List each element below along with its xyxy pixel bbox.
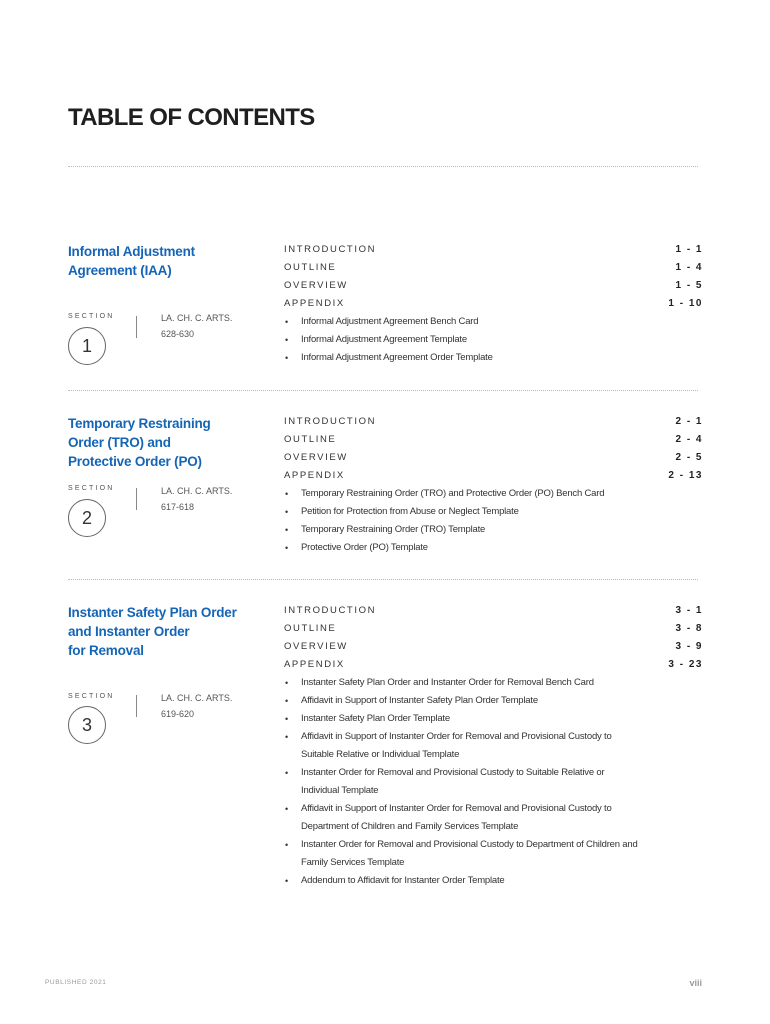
appendix-item[interactable]: • Instanter Safety Plan Order Template (284, 710, 644, 728)
section-number-circle: 3 (68, 706, 106, 744)
toc-entry-outline[interactable] (284, 619, 703, 637)
appendix-item[interactable]: • Affidavit in Support of Instanter Order for Removal and Provisional Custody to Department of Children and Family Services Template (284, 800, 644, 836)
toc-entry-page: 1 - 5 (675, 279, 703, 291)
appendix-item[interactable]: • Protective Order (PO) Template (284, 539, 644, 557)
appendix-item[interactable]: • Temporary Restraining Order (TRO) and Protective Order (PO) Bench Card (284, 485, 644, 503)
appendix-item[interactable]: • Instanter Order for Removal and Provisional Custody to Department of Children and Family Services Template (284, 836, 644, 872)
appendix-item[interactable]: • Informal Adjustment Agreement Bench Card (284, 313, 644, 331)
toc-entry-page: 2 - 4 (675, 433, 703, 445)
section-divider-line (136, 488, 137, 510)
section-label: SECTION (68, 313, 115, 320)
toc-entry-page: 2 - 13 (668, 469, 703, 481)
toc-entry-page: 3 - 23 (668, 658, 703, 670)
toc-entry-overview[interactable] (284, 448, 703, 466)
toc-entry-label: OUTLINE (284, 433, 337, 445)
section-divider-line (136, 316, 137, 338)
appendix-item[interactable]: • Informal Adjustment Agreement Order Template (284, 349, 644, 367)
section-label: SECTION (68, 693, 115, 700)
toc-entry-label: APPENDIX (284, 297, 345, 309)
appendix-list (284, 674, 644, 890)
toc-entry-introduction[interactable] (284, 412, 703, 430)
toc-entry-overview[interactable] (284, 276, 703, 294)
toc-entry-label: APPENDIX (284, 469, 345, 481)
toc-entry-label: OVERVIEW (284, 279, 348, 291)
toc-entry-page: 1 - 4 (675, 261, 703, 273)
section-divider (68, 390, 698, 391)
toc-entry-page: 2 - 5 (675, 451, 703, 463)
appendix-item[interactable]: • Instanter Order for Removal and Provisional Custody to Suitable Relative or Individual Template (284, 764, 644, 800)
toc-entry-overview[interactable] (284, 637, 703, 655)
toc-entry-label: OUTLINE (284, 261, 337, 273)
page-number: viii (689, 978, 702, 988)
toc-entry-label: OUTLINE (284, 622, 337, 634)
section-divider-line (136, 695, 137, 717)
appendix-item[interactable]: • Informal Adjustment Agreement Template (284, 331, 644, 349)
toc-entry-page: 1 - 1 (675, 243, 703, 255)
section-number-circle: 2 (68, 499, 106, 537)
section-title[interactable]: Temporary Restraining Order (TRO) and Protective Order (PO) (68, 416, 211, 469)
toc-entry-outline[interactable] (284, 258, 703, 276)
section-articles: LA. CH. C. ARTS. 619-620 (161, 693, 233, 719)
toc-entry-label: INTRODUCTION (284, 604, 377, 616)
toc-entry-page: 1 - 10 (668, 297, 703, 309)
section-title[interactable]: Informal Adjustment Agreement (IAA) (68, 244, 195, 278)
toc-entry-introduction[interactable] (284, 240, 703, 258)
toc-entry-outline[interactable] (284, 430, 703, 448)
toc-entry-label: OVERVIEW (284, 451, 348, 463)
appendix-list (284, 485, 644, 557)
section-articles: LA. CH. C. ARTS. 617-618 (161, 486, 233, 512)
toc-entry-label: APPENDIX (284, 658, 345, 670)
toc-entry-introduction[interactable] (284, 601, 703, 619)
appendix-item[interactable]: • Affidavit in Support of Instanter Order for Removal and Provisional Custody to Suitable Relative or Individual Template (284, 728, 644, 764)
toc-entry-page: 3 - 8 (675, 622, 703, 634)
section-divider (68, 579, 698, 580)
toc-entry-label: INTRODUCTION (284, 415, 377, 427)
published-note: PUBLISHED 2021 (45, 979, 107, 986)
appendix-list (284, 313, 644, 367)
toc-entry-label: OVERVIEW (284, 640, 348, 652)
appendix-item[interactable]: • Instanter Safety Plan Order and Instanter Order for Removal Bench Card (284, 674, 644, 692)
toc-entry-appendix[interactable] (284, 466, 703, 484)
toc-entry-label: INTRODUCTION (284, 243, 377, 255)
toc-entry-page: 3 - 9 (675, 640, 703, 652)
section-title[interactable]: Instanter Safety Plan Order and Instanter Order for Removal (68, 605, 237, 658)
section-label: SECTION (68, 485, 115, 492)
toc-entry-appendix[interactable] (284, 294, 703, 312)
toc-entry-page: 3 - 1 (675, 604, 703, 616)
appendix-item[interactable]: • Affidavit in Support of Instanter Safety Plan Order Template (284, 692, 644, 710)
toc-entry-appendix[interactable] (284, 655, 703, 673)
appendix-item[interactable]: • Addendum to Affidavit for Instanter Order Template (284, 872, 644, 890)
section-number-circle: 1 (68, 327, 106, 365)
appendix-item[interactable]: • Petition for Protection from Abuse or Neglect Template (284, 503, 644, 521)
appendix-item[interactable]: • Temporary Restraining Order (TRO) Template (284, 521, 644, 539)
page-title: TABLE OF CONTENTS (68, 104, 315, 131)
toc-entry-page: 2 - 1 (675, 415, 703, 427)
title-divider (68, 166, 698, 167)
section-articles: LA. CH. C. ARTS. 628-630 (161, 313, 233, 339)
